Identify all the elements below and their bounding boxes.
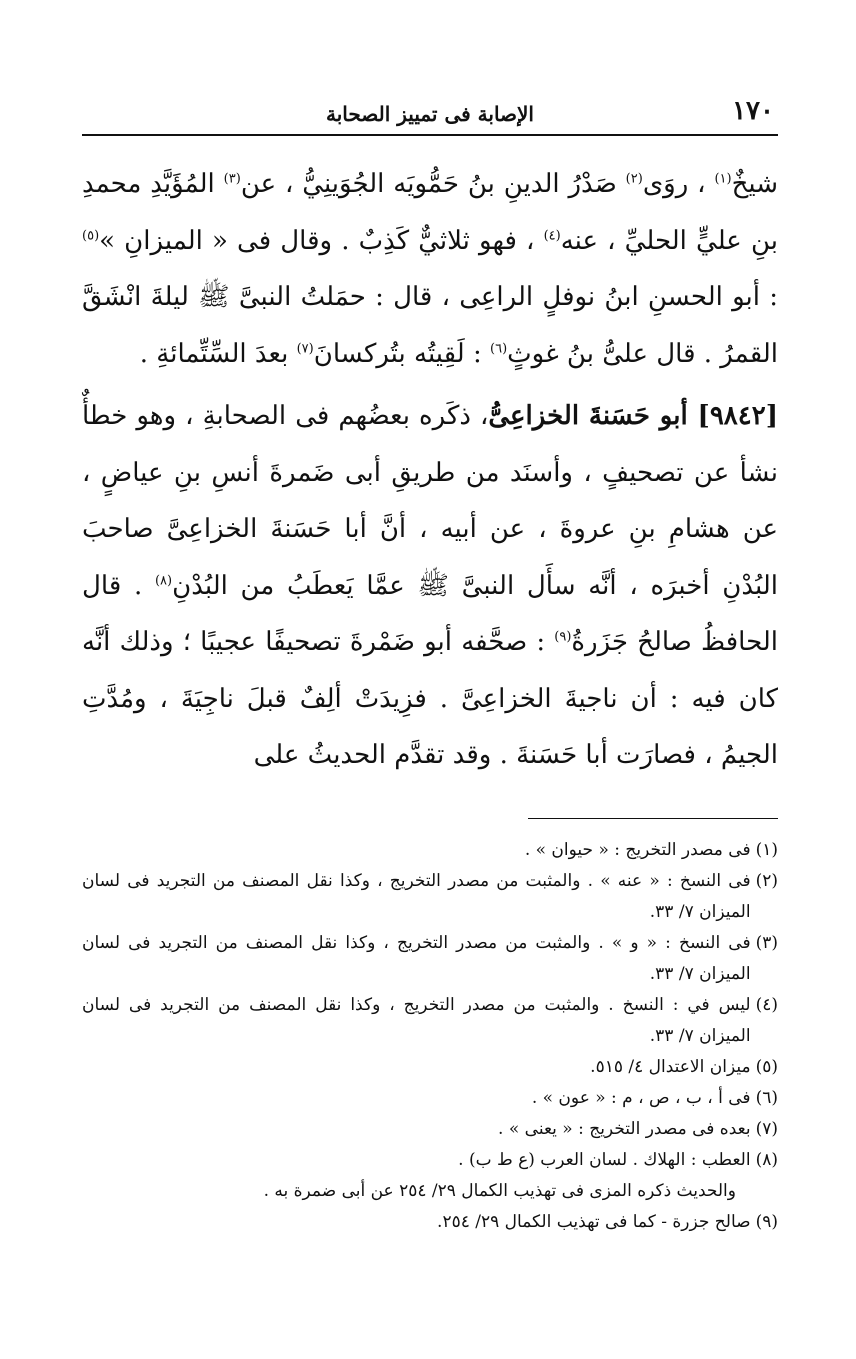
footnotes-separator: [528, 818, 778, 819]
footnote: [82, 1207, 778, 1238]
footnote-number: (٦): [755, 1087, 778, 1108]
text-run: بعدَ السِّتِّمائةِ .: [139, 338, 289, 369]
footnote: [82, 835, 778, 866]
footnote-ref[interactable]: (٥): [82, 227, 100, 243]
footnote-number: (١): [755, 839, 778, 860]
text-run: : صحَّفه أبو ضَمْرةَ تصحيفًا عجيبًا ؛ وذلك أنَّه كان فيه : أن ناجيةَ الخزاعِىَّ . فزِيدَتْ ألِفٌ قبلَ ناجِيَةَ ، ومُدَّتِ الجيمُ ، فصارَت أبا حَسَنةَ . وقد تقدَّم الحديثُ على: [82, 627, 778, 770]
text-run: ، روَى: [642, 169, 706, 199]
running-title: الإصابة فى تمييز الصحابة: [326, 102, 534, 126]
footnote-number: (٩): [755, 1211, 778, 1232]
footnote: [82, 1114, 778, 1145]
footnote-text: فى مصدر التخريج : « حيوان » .: [524, 839, 751, 860]
footnote-ref[interactable]: (٨): [154, 572, 173, 588]
footnote-text: صالح جزرة - كما فى تهذيب الكمال ٢٩/ ٢٥٤.: [437, 1211, 751, 1232]
footnote-text: فى النسخ : « عنه » . والمثبت من مصدر التخريج ، وكذا نقل المصنف من التجريد فى لسان الميزان ٧/ ٣٣.: [82, 870, 751, 922]
entry-9842: [82, 388, 778, 784]
running-header: [82, 80, 778, 124]
footnote-number: (٧): [755, 1118, 778, 1139]
footnote-text: فى أ ، ب ، ص ، م : « عون » .: [531, 1087, 751, 1108]
footnote-number: (٨): [755, 1149, 778, 1170]
footnote-number: (٥): [755, 1056, 778, 1077]
text-run: المُؤَيَّدِ محمدِ بنِ عليٍّ الحليِّ ، عنه: [82, 169, 778, 256]
paragraph-continuation: [82, 156, 778, 382]
footnote-text: ليس في : النسخ . والمثبت من مصدر التخريج ، وكذا نقل المصنف من التجريد فى لسان الميزان ٧/ ٣٣.: [82, 994, 751, 1046]
footnote: [82, 1145, 778, 1176]
text-run: : أبو الحسنِ ابنُ نوفلٍ الراعِى ، قال : حمَلتُ النبىَّ ﷺ ليلةَ انْشَقَّ القمرُ . قال علىُّ بنُ غوثٍ: [82, 282, 778, 369]
footnote-text: فى النسخ : « و » . والمثبت من مصدر التخريج ، وكذا نقل المصنف من التجريد فى لسان الميزان ٧/ ٣٣.: [82, 932, 751, 984]
footnote: [82, 928, 778, 990]
footnote: [82, 990, 778, 1052]
footnote-text: بعده فى مصدر التخريج : « يعنى » .: [498, 1118, 751, 1139]
footnote-text: ميزان الاعتدال ٤/ ٥١٥.: [590, 1056, 751, 1077]
page-number: ١٧٠: [732, 96, 774, 126]
book-page: [82, 80, 778, 1238]
text-run: . قال الحافظُ صالحُ جَزَرةُ: [82, 570, 778, 657]
text-run: شيخٌ: [731, 169, 779, 199]
header-rule: [82, 134, 778, 136]
footnote-ref[interactable]: (٣): [223, 171, 241, 187]
footnote-number: (٣): [755, 932, 778, 953]
footnotes: [82, 835, 778, 1238]
footnote-text: العطب : الهلاك . لسان العرب (ع ط ب) .: [458, 1149, 751, 1170]
footnote-ref[interactable]: (٩): [554, 629, 572, 645]
footnote-number: (٤): [755, 994, 778, 1015]
footnote: [82, 866, 778, 928]
footnote-continuation: [82, 1176, 778, 1207]
footnote: [82, 1052, 778, 1083]
text-run: صَدْرُ الدينِ بنُ حَمُّويَه الجُوَينِيُّ ، عن: [240, 169, 617, 199]
text-run: : لَقِيتُه بتُركسانَ: [313, 338, 482, 369]
footnote-number: (٢): [755, 870, 778, 891]
footnote-ref[interactable]: (٧): [296, 340, 314, 356]
footnote-ref[interactable]: (٤): [543, 227, 561, 243]
main-text: [82, 156, 778, 784]
footnote-text: والحديث ذكره المزى فى تهذيب الكمال ٢٩/ ٢٥٤ عن أبى ضمرة به .: [263, 1180, 736, 1201]
text-run: ، ذكَره بعضُهم فى الصحابةِ ، وهو خطأٌ نشأ عن تصحيفٍ ، وأسنَد من طريقِ أبى ضَمرةَ أنسِ بنِ عياضٍ ، عن هشامِ بنِ عروةَ ، عن أبيه ، أنَّ أبا حَسَنةَ الخزاعِىَّ صاحبَ البُدْنِ أخبرَه ، أنَّه سأَل النبىَّ ﷺ عمَّا يَعطَبُ من البُدْنِ: [82, 401, 779, 601]
footnote-ref[interactable]: (٦): [490, 340, 508, 356]
text-run: ، فهو ثلاثيٌّ كَذِبٌ . وقال فى « الميزانِ »: [99, 225, 535, 256]
footnote-ref[interactable]: (٢): [625, 171, 643, 187]
footnote-ref[interactable]: (١): [714, 171, 732, 187]
footnote: [82, 1083, 778, 1114]
entry-heading: [٩٨٤٢] أبو حَسَنةَ الخزاعِىُّ: [488, 401, 778, 431]
